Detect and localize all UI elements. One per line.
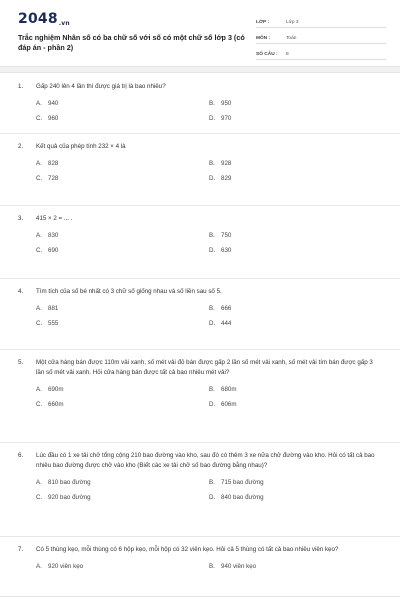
option-text: 920 viên kẹo: [48, 563, 84, 570]
answer-option[interactable]: [36, 230, 209, 242]
option-text: 940: [48, 100, 59, 107]
answer-option[interactable]: [209, 492, 382, 504]
option-text: 940 viên kẹo: [221, 563, 257, 570]
question-text: Gấp 240 lên 4 lần thì được giá trị là bao nhiêu?: [36, 83, 166, 90]
site-logo[interactable]: [18, 11, 70, 27]
option-letter: B.: [209, 563, 215, 570]
option-text: 660m: [48, 401, 64, 408]
option-letter: C.: [36, 247, 43, 254]
answer-option[interactable]: [209, 158, 382, 170]
answer-option[interactable]: [209, 98, 382, 110]
option-letter: B.: [209, 100, 215, 107]
option-letter: D.: [209, 115, 216, 122]
question-text: 415 × 2 = ... .: [36, 215, 73, 222]
option-letter: B.: [209, 232, 215, 239]
answer-option[interactable]: [36, 173, 209, 185]
question-number: 7.: [18, 546, 24, 553]
option-text: 680m: [221, 386, 237, 393]
answer-option[interactable]: [209, 561, 382, 573]
question-item: [0, 134, 400, 206]
logo-suffix: .vn: [58, 20, 70, 27]
meta-subject-row: [256, 30, 386, 44]
answer-option[interactable]: [36, 561, 209, 573]
option-letter: B.: [209, 386, 215, 393]
question-number: 3.: [18, 215, 24, 222]
answer-option[interactable]: [209, 113, 382, 125]
question-item: [0, 350, 400, 443]
option-letter: C.: [36, 401, 43, 408]
page-header: [0, 0, 400, 60]
option-letter: A.: [36, 232, 42, 239]
meta-subject-value: Toán: [286, 36, 297, 41]
answer-option[interactable]: [209, 230, 382, 242]
option-letter: B.: [209, 479, 215, 486]
option-text: 690m: [48, 386, 64, 393]
option-letter: A.: [36, 563, 42, 570]
meta-grade-value: Lớp 3: [286, 20, 299, 25]
option-text: 606m: [221, 401, 237, 408]
question-text: Một cửa hàng bán được 110m vải xanh, số mét vải đỏ bán được gấp 2 lần số mét vải xanh, số mét vải tím bán được gấp 3 lần số mét vải xanh. Hỏi cửa hàng bán được tất cả bao nhiêu mét vải?: [36, 359, 373, 376]
option-text: 728: [48, 175, 59, 182]
meta-subject-label: MÔN :: [256, 36, 271, 41]
option-letter: B.: [209, 305, 215, 312]
answer-option[interactable]: [209, 477, 382, 489]
option-letter: C.: [36, 175, 43, 182]
meta-count-row: [256, 46, 386, 60]
option-text: 666: [221, 305, 232, 312]
answer-option[interactable]: [36, 303, 209, 315]
answer-option[interactable]: [36, 245, 209, 257]
answer-option[interactable]: [36, 399, 209, 411]
answer-option[interactable]: [209, 399, 382, 411]
option-text: 960: [48, 115, 59, 122]
answer-option[interactable]: [36, 98, 209, 110]
answer-option[interactable]: [209, 173, 382, 185]
option-letter: A.: [36, 479, 42, 486]
option-text: 555: [48, 320, 59, 327]
option-text: 690: [48, 247, 59, 254]
option-text: 970: [221, 115, 232, 122]
option-letter: C.: [36, 494, 43, 501]
option-text: 829: [221, 175, 232, 182]
answer-option[interactable]: [36, 492, 209, 504]
page-title: Trắc nghiệm Nhân số có ba chữ số với số có một chữ số lớp 3 (có đáp án - phần 2): [18, 33, 245, 52]
option-text: 881: [48, 305, 59, 312]
option-text: 950: [221, 100, 232, 107]
option-letter: C.: [36, 115, 43, 122]
option-letter: A.: [36, 386, 42, 393]
question-item: [0, 206, 400, 279]
question-number: 4.: [18, 288, 24, 295]
quiz-meta: [256, 14, 386, 62]
answer-option[interactable]: [36, 113, 209, 125]
meta-count-label: SỐ CÂU :: [256, 52, 278, 57]
option-text: 830: [48, 232, 59, 239]
meta-count-value: 8: [286, 52, 289, 57]
option-letter: A.: [36, 160, 42, 167]
question-item: [0, 279, 400, 350]
question-item: [0, 443, 400, 537]
option-letter: B.: [209, 160, 215, 167]
option-text: 750: [221, 232, 232, 239]
question-text: Tìm tích của số bé nhất có 3 chữ số giống nhau và số liền sau số 5.: [36, 288, 222, 295]
answer-option[interactable]: [36, 477, 209, 489]
question-text: Có 5 thùng kẹo, mỗi thùng có 6 hộp kẹo, mỗi hộp có 32 viên kẹo. Hỏi cả 5 thùng có tất cả bao nhiêu viên kẹo?: [36, 546, 339, 553]
option-letter: A.: [36, 100, 42, 107]
answer-option[interactable]: [36, 384, 209, 396]
answer-option[interactable]: [209, 245, 382, 257]
meta-grade-row: [256, 14, 386, 28]
option-letter: D.: [209, 401, 216, 408]
option-text: 928: [221, 160, 232, 167]
section-divider: [0, 66, 400, 73]
question-text: Kết quả của phép tính 232 × 4 là: [36, 143, 126, 150]
answer-option[interactable]: [36, 158, 209, 170]
question-number: 1.: [18, 83, 24, 90]
question-number: 6.: [18, 452, 24, 459]
question-item: [0, 74, 400, 134]
option-text: 828: [48, 160, 59, 167]
option-letter: D.: [209, 247, 216, 254]
option-text: 920 bao đường: [48, 494, 91, 501]
question-text: Lúc đầu có 1 xe tải chở tổng cộng 210 bao đường vào kho, sau đó có thêm 3 xe nữa chở đường vào kho. Hỏi có tất cả bao nhiêu bao đường được chở vào kho (Biết các xe tải chở số bao đường bằng nhau)?: [36, 452, 375, 469]
option-text: 630: [221, 247, 232, 254]
question-number: 2.: [18, 143, 24, 150]
logo-text: 2048: [18, 11, 58, 27]
question-list: [0, 74, 400, 597]
question-number: 5.: [18, 359, 24, 366]
question-item: [0, 537, 400, 597]
answer-option[interactable]: [209, 318, 382, 330]
option-text: 840 bao đường: [221, 494, 264, 501]
option-text: 715 bao đường: [221, 479, 264, 486]
option-text: 444: [221, 320, 232, 327]
answer-option[interactable]: [209, 303, 382, 315]
option-text: 810 bao đường: [48, 479, 91, 486]
answer-option[interactable]: [209, 384, 382, 396]
option-letter: D.: [209, 494, 216, 501]
option-letter: D.: [209, 320, 216, 327]
option-letter: A.: [36, 305, 42, 312]
answer-option[interactable]: [36, 318, 209, 330]
option-letter: C.: [36, 320, 43, 327]
option-letter: D.: [209, 175, 216, 182]
meta-grade-label: LỚP :: [256, 20, 270, 25]
